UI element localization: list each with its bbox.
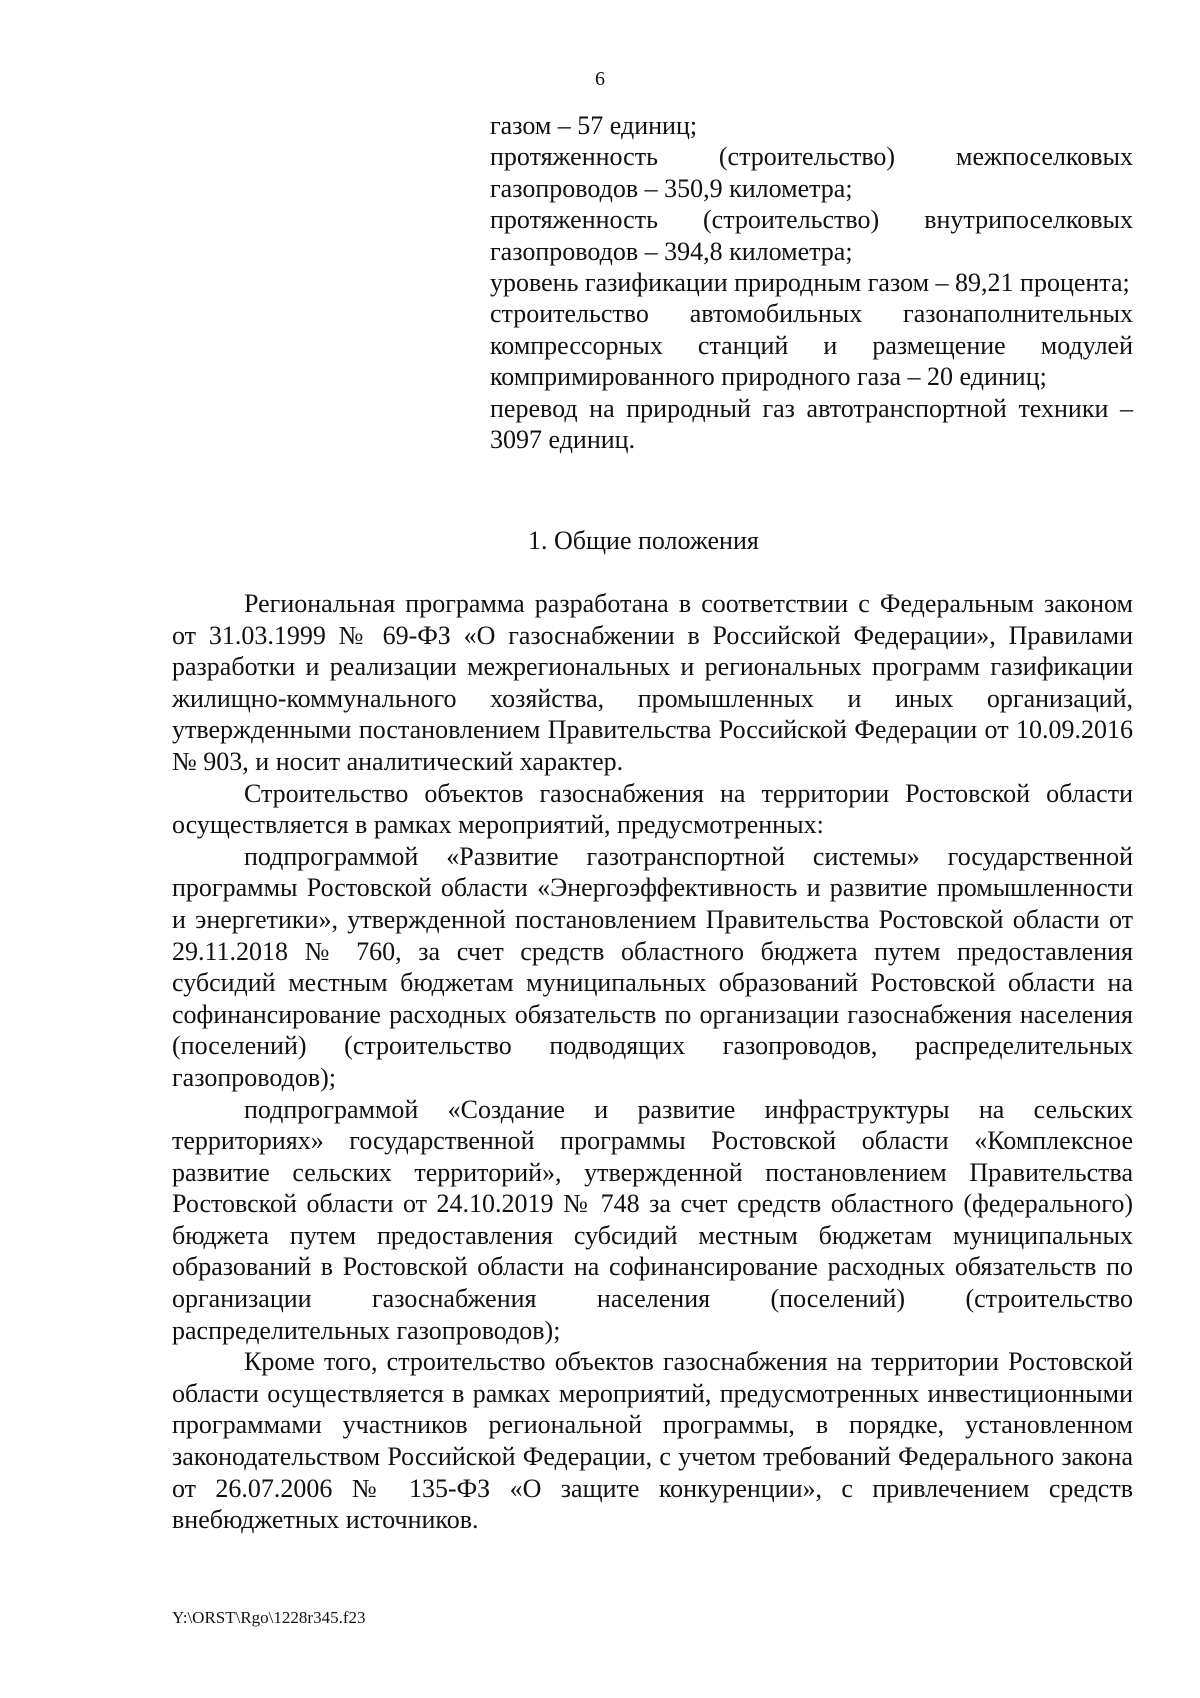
indicator-item: газом – 57 единиц; bbox=[490, 111, 698, 140]
indicator-list bbox=[490, 110, 1133, 455]
page-number: 6 bbox=[595, 68, 605, 90]
document-body bbox=[172, 588, 1133, 1536]
indicator-item: уровень газификации природным газом – 89,21 процента; bbox=[490, 268, 1130, 298]
footer-file-path: Y:\ORST\Rgo\1228r345.f23 bbox=[172, 1608, 366, 1627]
body-paragraph: Строительство объектов газоснабжения на территории Ростовской области осуществляется в рамках мероприятий, предусмотренных: bbox=[172, 778, 1133, 840]
body-paragraph: Кроме того, строительство объектов газоснабжения на территории Ростовской области осуществляется в рамках мероприятий, предусмотренных инвестиционными программами участников региональной программы, в порядке, установленном законодательством Российской Федерации, с учетом требований Федерального закона от 26.07.2006 № 135-ФЗ «О защите конкуренции», с привлечением средств внебюджетных источников. bbox=[172, 1347, 1133, 1535]
section-title: 1. Общие положения bbox=[528, 526, 759, 555]
body-paragraph: Региональная программа разработана в соответствии с Федеральным законом от 31.03.1999 № 69-ФЗ «О газоснабжении в Российской Федерации», Правилами разработки и реализации межрегиональных и региональных программ газификации жилищно-коммунального хозяйства, промышленных и иных организаций, утвержденными постановлением Правительства Российской Федерации от 10.09.2016 № 903, и носит аналитический характер. bbox=[172, 589, 1133, 776]
body-paragraph: подпрограммой «Развитие газотранспортной системы» государственной программы Ростовской области «Энергоэффективность и развитие промышленности и энергетики», утвержденной постановлением Правительства Ростовской области от 29.11.2018 № 760, за счет средств областного бюджета путем предоставления субсидий местным бюджетам муниципальных образований Ростовской области на софинансирование расходных обязательств по организации газоснабжения населения (поселений) (строительство подводящих газопроводов, распределительных газопроводов); bbox=[172, 841, 1133, 1092]
indicator-item: строительство автомобильных газонаполнительных компрессорных станций и размещение модулей компримированного природного газа – 20 единиц; bbox=[490, 299, 1133, 392]
indicator-item: протяженность (строительство) межпоселковых газопроводов – 350,9 километра; bbox=[490, 142, 1133, 203]
body-paragraph: подпрограммой «Создание и развитие инфраструктуры на сельских территориях» государственной программы Ростовской области «Комплексное развитие сельских территорий», утвержденной постановлением Правительства Ростовской области от 24.10.2019 № 748 за счет средств областного (федерального) бюджета путем предоставления субсидий местным бюджетам муниципальных образований в Ростовской области на софинансирование расходных обязательств по организации газоснабжения населения (поселений) (строительство распределительных газопроводов); bbox=[172, 1094, 1133, 1345]
indicator-item: перевод на природный газ автотранспортной техники – 3097 единиц. bbox=[490, 393, 1133, 455]
indicator-item: протяженность (строительство) внутрипоселковых газопроводов – 394,8 километра; bbox=[490, 205, 1133, 266]
